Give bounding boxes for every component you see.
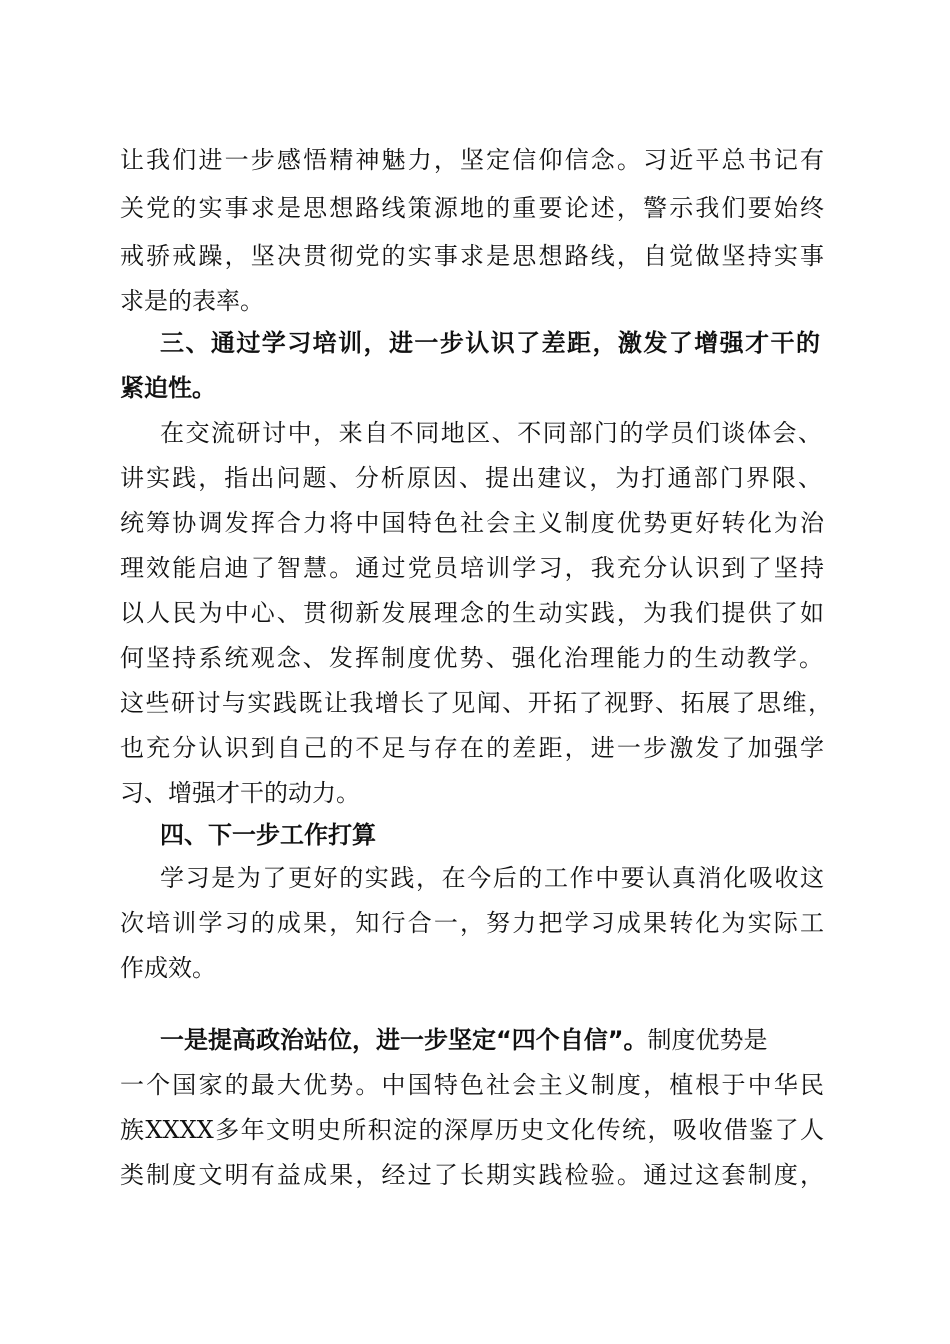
section-heading-3-cont: 紧迫性。 [120,374,216,402]
section-heading-4: 四、下一步工作打算 [160,821,376,849]
section-heading-3: 三、通过学习培训，进一步认识了差距，激发了增强才干的 [160,329,820,357]
text-line [160,1025,768,1055]
text-line: 以人民为中心、贯彻新发展理念的生动实践，为我们提供了如 [120,599,824,627]
text-line: 学习是为了更好的实践，在今后的工作中要认真消化吸收这 [160,864,824,892]
text-line: 求是的表率。 [120,287,264,315]
text-line: 统筹协调发挥合力将中国特色社会主义制度优势更好转化为治 [120,509,824,537]
text-line: 一个国家的最大优势。中国特色社会主义制度，植根于中华民 [120,1071,824,1099]
text-line: 让我们进一步感悟精神魅力，坚定信仰信念。习近平总书记有 [120,146,824,174]
text-line: 作成效。 [120,954,216,982]
text-line: 次培训学习的成果，知行合一，努力把学习成果转化为实际工 [120,909,824,937]
text-line: 在交流研讨中，来自不同地区、不同部门的学员们谈体会、 [160,419,822,447]
text-line: 类制度文明有益成果，经过了长期实践检验。通过这套制度， [120,1161,824,1189]
text-line: 也充分认识到自己的不足与存在的差距，进一步激发了加强学 [120,734,824,762]
text-line: 戒骄戒躁，坚决贯彻党的实事求是思想路线，自觉做坚持实事 [120,242,824,270]
para-lead-rest: 制度优势是 [647,1026,768,1054]
text-line: 族XXXX多年文明史所积淀的深厚历史文化传统，吸收借鉴了人 [120,1116,824,1144]
text-line: 何坚持系统观念、发挥制度优势、强化治理能力的生动教学。 [120,644,823,672]
text-line: 习、增强才干的动力。 [120,779,360,807]
text-line: 理效能启迪了智慧。通过党员培训学习，我充分认识到了坚持 [120,554,824,582]
text-line: 这些研讨与实践既让我增长了见闻、开拓了视野、拓展了思维， [120,689,832,717]
text-line: 讲实践，指出问题、分析原因、提出建议，为打通部门界限、 [120,464,822,492]
para-lead-emphasis: 一是提高政治站位，进一步坚定“四个自信”。 [160,1026,648,1054]
text-line: 关党的实事求是思想路线策源地的重要论述，警示我们要始终 [120,194,824,222]
